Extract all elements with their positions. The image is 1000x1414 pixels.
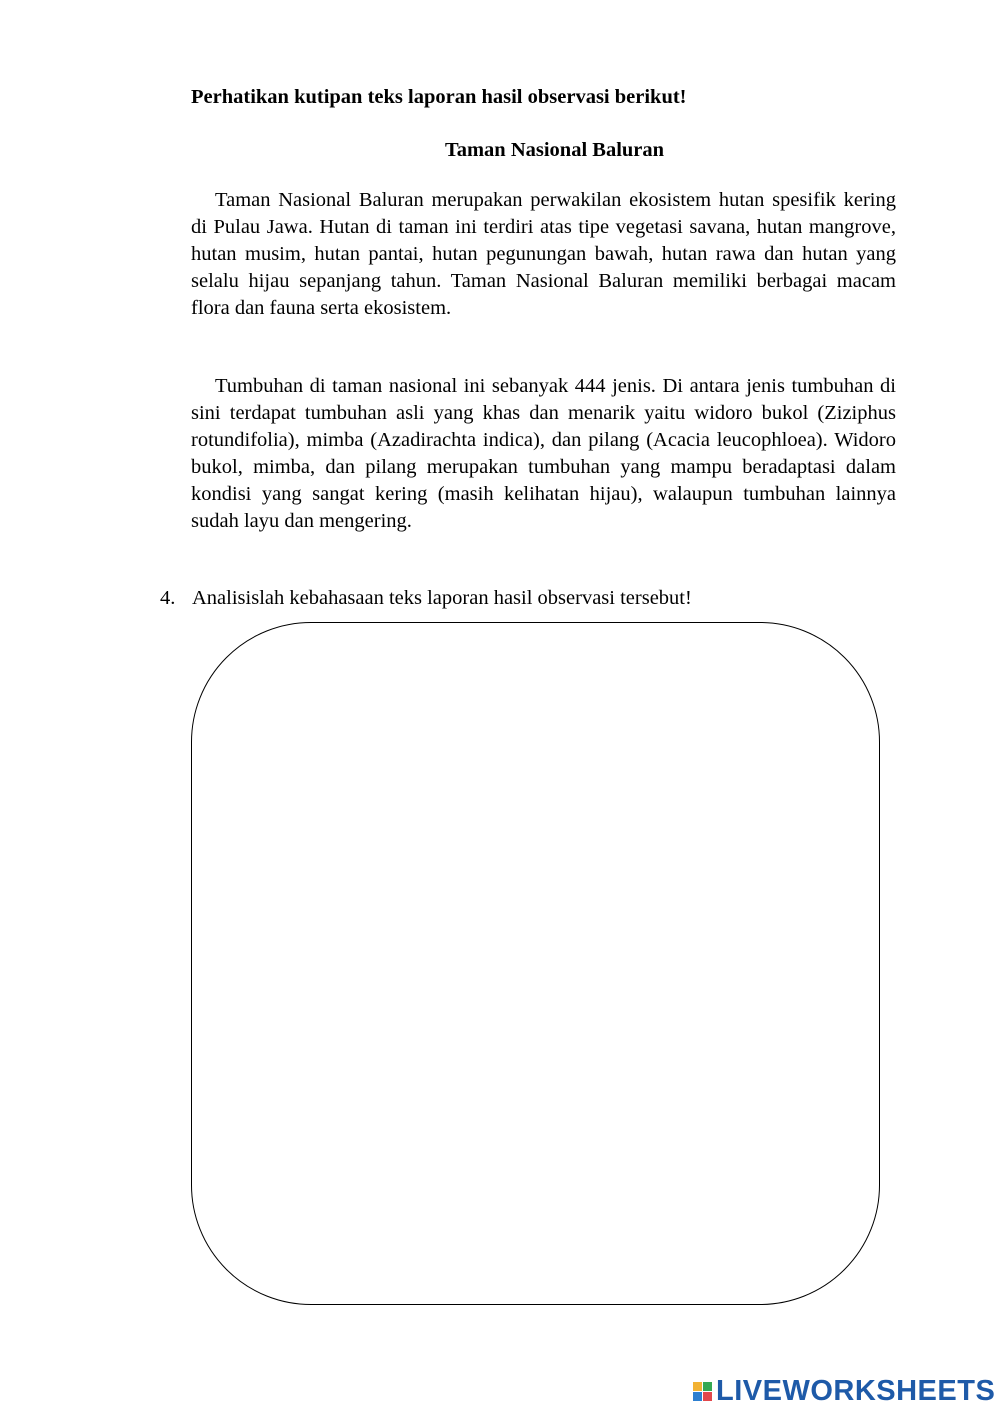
question-number: 4. bbox=[160, 587, 176, 609]
liveworksheets-logo-icon bbox=[693, 1382, 712, 1401]
report-title: Taman Nasional Baluran bbox=[444, 139, 665, 161]
watermark-text: LIVEWORKSHEETS bbox=[716, 1374, 996, 1407]
instruction-text: Perhatikan kutipan teks laporan hasil observasi berikut! bbox=[191, 86, 687, 108]
question-4 bbox=[160, 587, 920, 610]
question-text: Analisislah kebahasaan teks laporan hasil observasi tersebut! bbox=[192, 587, 692, 609]
liveworksheets-watermark bbox=[693, 1373, 995, 1409]
answer-box[interactable] bbox=[191, 622, 880, 1305]
report-paragraph-1: Taman Nasional Baluran merupakan perwakilan ekosistem hutan spesifik kering di Pulau Jawa. Hutan di taman ini terdiri atas tipe vegetasi savana, hutan mangrove, hutan musim, hutan pantai, hutan pegunungan bawah, hutan rawa dan hutan yang selalu hijau sepanjang tahun. Taman Nasional Baluran memiliki berbagai macam flora dan fauna serta ekosistem. bbox=[191, 189, 896, 319]
report-paragraph-2: Tumbuhan di taman nasional ini sebanyak 444 jenis. Di antara jenis tumbuhan di sini terdapat tumbuhan asli yang khas dan menarik yaitu widoro bukol (Ziziphus rotundifolia), mimba (Azadirachta indica), dan pilang (Acacia leucophloea). Widoro bukol, mimba, dan pilang merupakan tumbuhan yang mampu beradaptasi dalam kondisi yang sangat kering (masih kelihatan hijau), walaupun tumbuhan lainnya sudah layu dan mengering. bbox=[191, 375, 896, 532]
